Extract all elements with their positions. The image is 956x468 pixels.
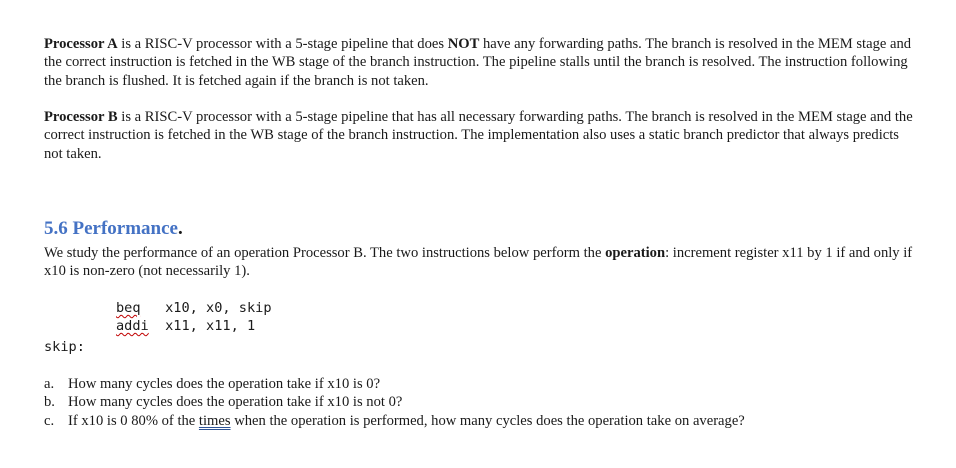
processor-a-text-2: have any forwarding paths. The branch is resolved in the MEM stage and the correct instruction is fetched in the WB stage of the branch instruction. The pipeline stalls until the branch is resolved. The instruction following the branch is flushed. It is fetched again if the branch is not taken. bbox=[44, 36, 912, 89]
section-intro-text-1: We study the performance of an operation Processor B. The two instructions below perform the bbox=[44, 245, 606, 261]
code-line-1-args: x10, x0, skip bbox=[140, 300, 272, 316]
processor-a-name: Processor A bbox=[44, 36, 118, 52]
document-page bbox=[44, 0, 914, 468]
code-line-2-opcode: addi bbox=[116, 318, 149, 334]
question-text-part-1: If x10 is 0 80% of the bbox=[68, 412, 199, 429]
question-marker: c. bbox=[44, 412, 55, 429]
question-item bbox=[44, 412, 914, 430]
section-heading-text: 5.6 Performance bbox=[44, 218, 178, 239]
question-text: How many cycles does the operation take if x10 is not 0? bbox=[68, 394, 403, 411]
section-heading bbox=[44, 217, 183, 241]
code-line-2-args: x11, x11, 1 bbox=[148, 318, 256, 334]
section-intro-paragraph bbox=[44, 244, 914, 281]
question-text-part-2: when the operation is performed, how many cycles does the operation take on average? bbox=[230, 412, 745, 429]
question-text-flagged-word: times bbox=[198, 412, 231, 429]
code-label-skip: skip: bbox=[44, 339, 85, 355]
code-line-addi bbox=[116, 317, 255, 335]
code-line-1-opcode: beq bbox=[116, 300, 141, 316]
question-text: How many cycles does the operation take if x10 is 0? bbox=[68, 376, 381, 392]
question-item bbox=[44, 375, 914, 393]
processor-b-paragraph bbox=[44, 108, 914, 163]
processor-b-text: is a RISC-V processor with a 5-stage pipeline that has all necessary forwarding paths. The branch is resolved in the MEM stage and the correct instruction is fetched in the WB stage of the branch instruction. The implementation also uses a static branch predictor that always predicts not taken. bbox=[44, 109, 913, 162]
question-marker: b. bbox=[44, 394, 55, 411]
code-line-beq bbox=[116, 299, 272, 317]
processor-a-paragraph bbox=[44, 35, 914, 90]
processor-b-name: Processor B bbox=[44, 109, 118, 125]
section-intro-bold: operation bbox=[605, 245, 666, 261]
question-marker: a. bbox=[44, 376, 55, 392]
section-heading-suffix: . bbox=[178, 218, 183, 239]
processor-a-text-1: is a RISC-V processor with a 5-stage pipeline that does bbox=[117, 36, 448, 52]
section-intro-text-2: : increment register x11 by 1 if and only if x10 is non-zero (not necessarily 1). bbox=[44, 245, 913, 280]
processor-a-emphasis: NOT bbox=[447, 36, 480, 52]
question-item bbox=[44, 393, 914, 411]
question-list bbox=[44, 375, 914, 430]
